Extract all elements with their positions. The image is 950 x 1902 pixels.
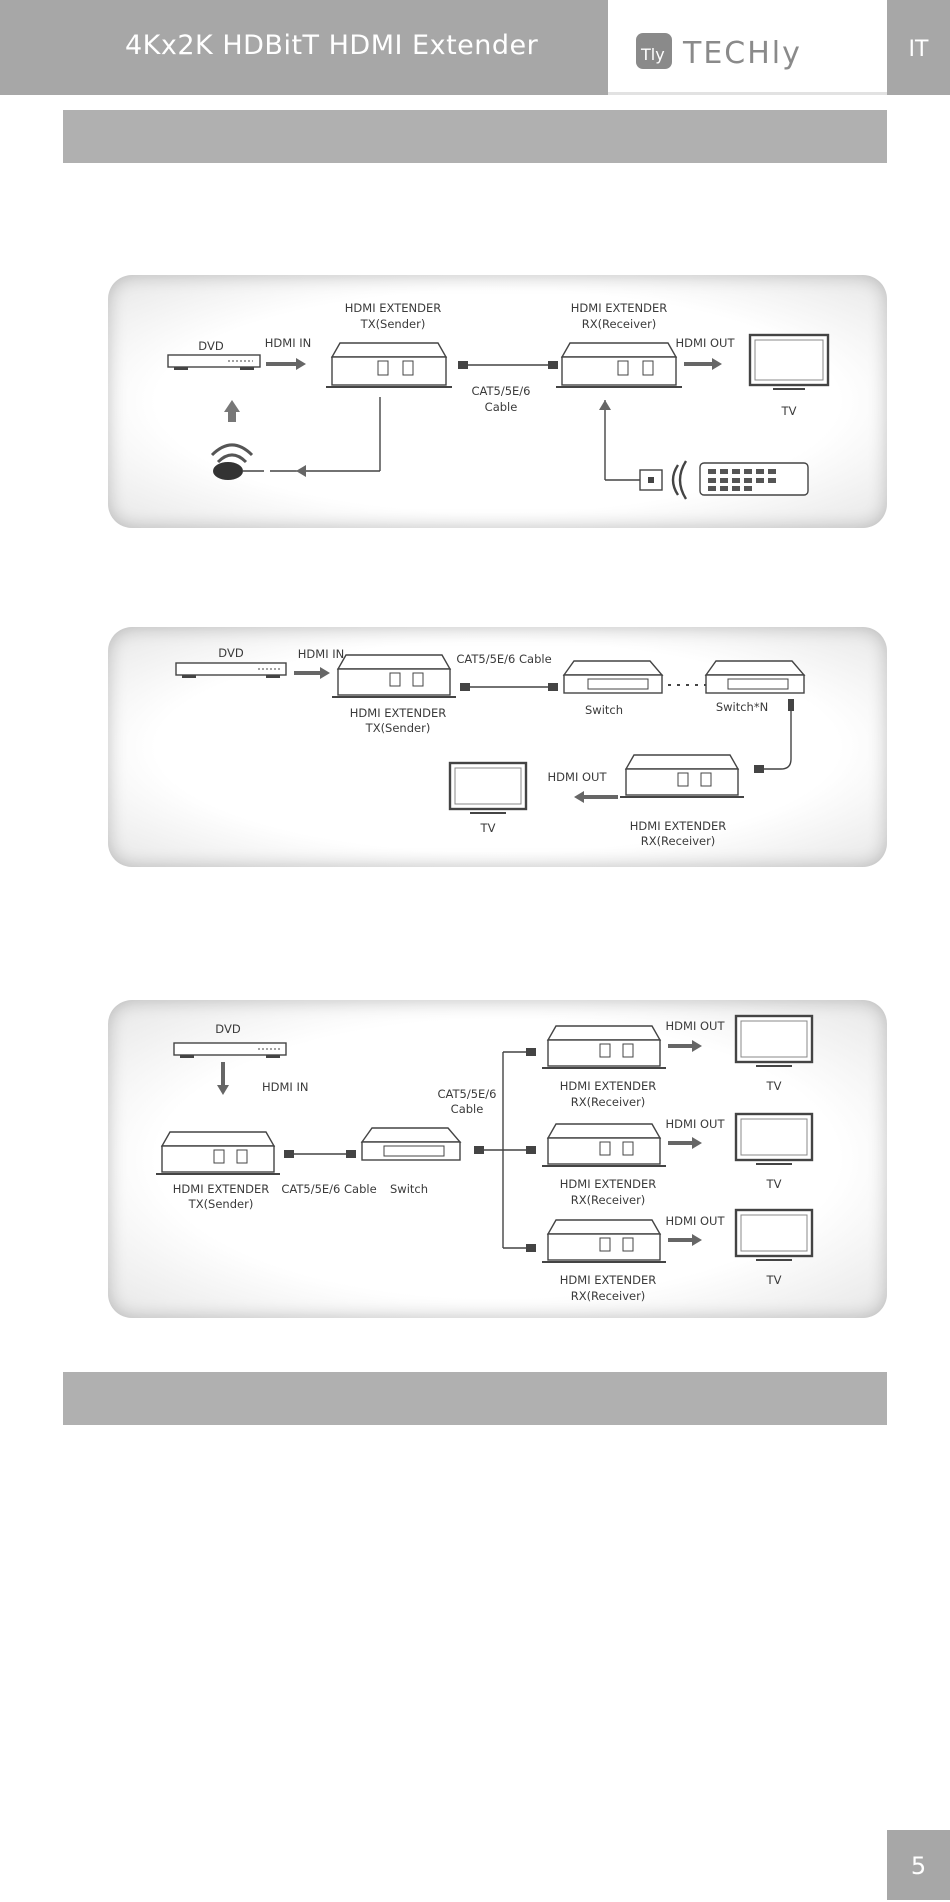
page-number: 5 xyxy=(887,1830,950,1900)
rx-label-line2: RX(Receiver) xyxy=(570,1095,646,1109)
rx-label-line2: RX(Receiver) xyxy=(570,1193,646,1207)
tv-label: TV xyxy=(766,1273,782,1287)
hdmi-in-label: HDMI IN xyxy=(264,336,312,350)
rx-receiver-device-icon xyxy=(542,1220,666,1262)
dvd-player-icon xyxy=(168,355,260,370)
rx-label-line2: RX(Receiver) xyxy=(640,834,716,848)
hdmi-out-label: HDMI OUT xyxy=(547,770,607,784)
tv-icon xyxy=(750,335,828,389)
dvd-label: DVD xyxy=(198,339,224,353)
tv-icon xyxy=(736,1016,812,1066)
diagram-cascade-switch xyxy=(108,627,887,867)
tv-icon xyxy=(736,1210,812,1260)
hdmi-in-label: HDMI IN xyxy=(297,647,345,661)
tv-label: TV xyxy=(766,1079,782,1093)
ir-receiver-icon xyxy=(213,462,264,480)
document-title: 4Kx2K HDBitT HDMI Extender xyxy=(125,30,539,61)
rx-receiver-device-icon xyxy=(556,343,682,387)
brand-logo xyxy=(608,0,887,95)
tv-icon xyxy=(450,763,526,813)
switch-n-label: Switch*N xyxy=(715,700,769,714)
switch-label: Switch xyxy=(584,703,624,717)
cable-v-label-line1: CAT5/5E/6 xyxy=(437,1087,497,1101)
language-code: IT xyxy=(908,37,929,62)
svg-text:TECHly: TECHly xyxy=(683,36,802,71)
section-heading-bar xyxy=(63,1372,887,1425)
network-switch-n-icon xyxy=(706,661,804,693)
switch-label: Switch xyxy=(389,1182,429,1196)
hdmi-out-label: HDMI OUT xyxy=(665,1214,725,1228)
ir-emitter-icon xyxy=(605,470,662,490)
hdmi-out-label: HDMI OUT xyxy=(675,336,735,350)
dvd-label: DVD xyxy=(215,1022,241,1036)
network-switch-icon xyxy=(362,1128,460,1160)
section-heading-bar xyxy=(63,110,887,163)
cable-label: CAT5/5E/6 Cable xyxy=(281,1182,377,1196)
tv-label: TV xyxy=(480,821,496,835)
tv-label: TV xyxy=(781,404,797,418)
cat-cable-icon xyxy=(458,361,558,369)
dvd-player-icon xyxy=(176,663,286,678)
tx-label-line1: HDMI EXTENDER xyxy=(349,706,447,720)
rx-label-line2: RX(Receiver) xyxy=(570,1289,646,1303)
cat-cable-icon xyxy=(284,1150,356,1158)
network-switch-icon xyxy=(564,661,662,693)
tx-label-line2: TX(Sender) xyxy=(360,317,426,331)
diagram-one-to-many xyxy=(108,1000,887,1318)
svg-text:Tly: Tly xyxy=(641,45,665,64)
tx-label-line2: TX(Sender) xyxy=(365,721,431,735)
dvd-player-icon xyxy=(174,1043,286,1058)
remote-control-icon xyxy=(700,463,808,495)
hdmi-out-label: HDMI OUT xyxy=(665,1019,725,1033)
rx-label-line1: HDMI EXTENDER xyxy=(559,1177,657,1191)
cat-cable-icon xyxy=(460,683,558,691)
cable-v-label-line2: Cable xyxy=(450,1102,484,1116)
rx-label-line1: HDMI EXTENDER xyxy=(629,819,727,833)
hdmi-out-label: HDMI OUT xyxy=(665,1117,725,1131)
hdmi-in-label: HDMI IN xyxy=(262,1080,309,1094)
tv-icon xyxy=(736,1114,812,1164)
cable-label: CAT5/5E/6 Cable xyxy=(456,652,552,666)
diagram-point-to-point xyxy=(108,275,887,528)
tx-sender-device-icon xyxy=(332,655,456,697)
cable-label-line1: CAT5/5E/6 xyxy=(471,384,531,398)
cable-label-line2: Cable xyxy=(484,400,518,414)
tx-sender-device-icon xyxy=(156,1132,280,1174)
rx-receiver-device-icon xyxy=(620,755,744,797)
tx-label-line2: TX(Sender) xyxy=(188,1197,254,1211)
rx-receiver-device-icon xyxy=(542,1124,666,1166)
rx-label-line1: HDMI EXTENDER xyxy=(570,301,668,315)
rx-receiver-device-icon xyxy=(542,1026,666,1068)
rx-label-line2: RX(Receiver) xyxy=(581,317,657,331)
tx-label-line1: HDMI EXTENDER xyxy=(344,301,442,315)
rx-label-line1: HDMI EXTENDER xyxy=(559,1273,657,1287)
rx-label-line1: HDMI EXTENDER xyxy=(559,1079,657,1093)
tv-label: TV xyxy=(766,1177,782,1191)
tx-sender-device-icon xyxy=(326,343,452,387)
dvd-label: DVD xyxy=(218,646,244,660)
tx-label-line1: HDMI EXTENDER xyxy=(172,1182,270,1196)
